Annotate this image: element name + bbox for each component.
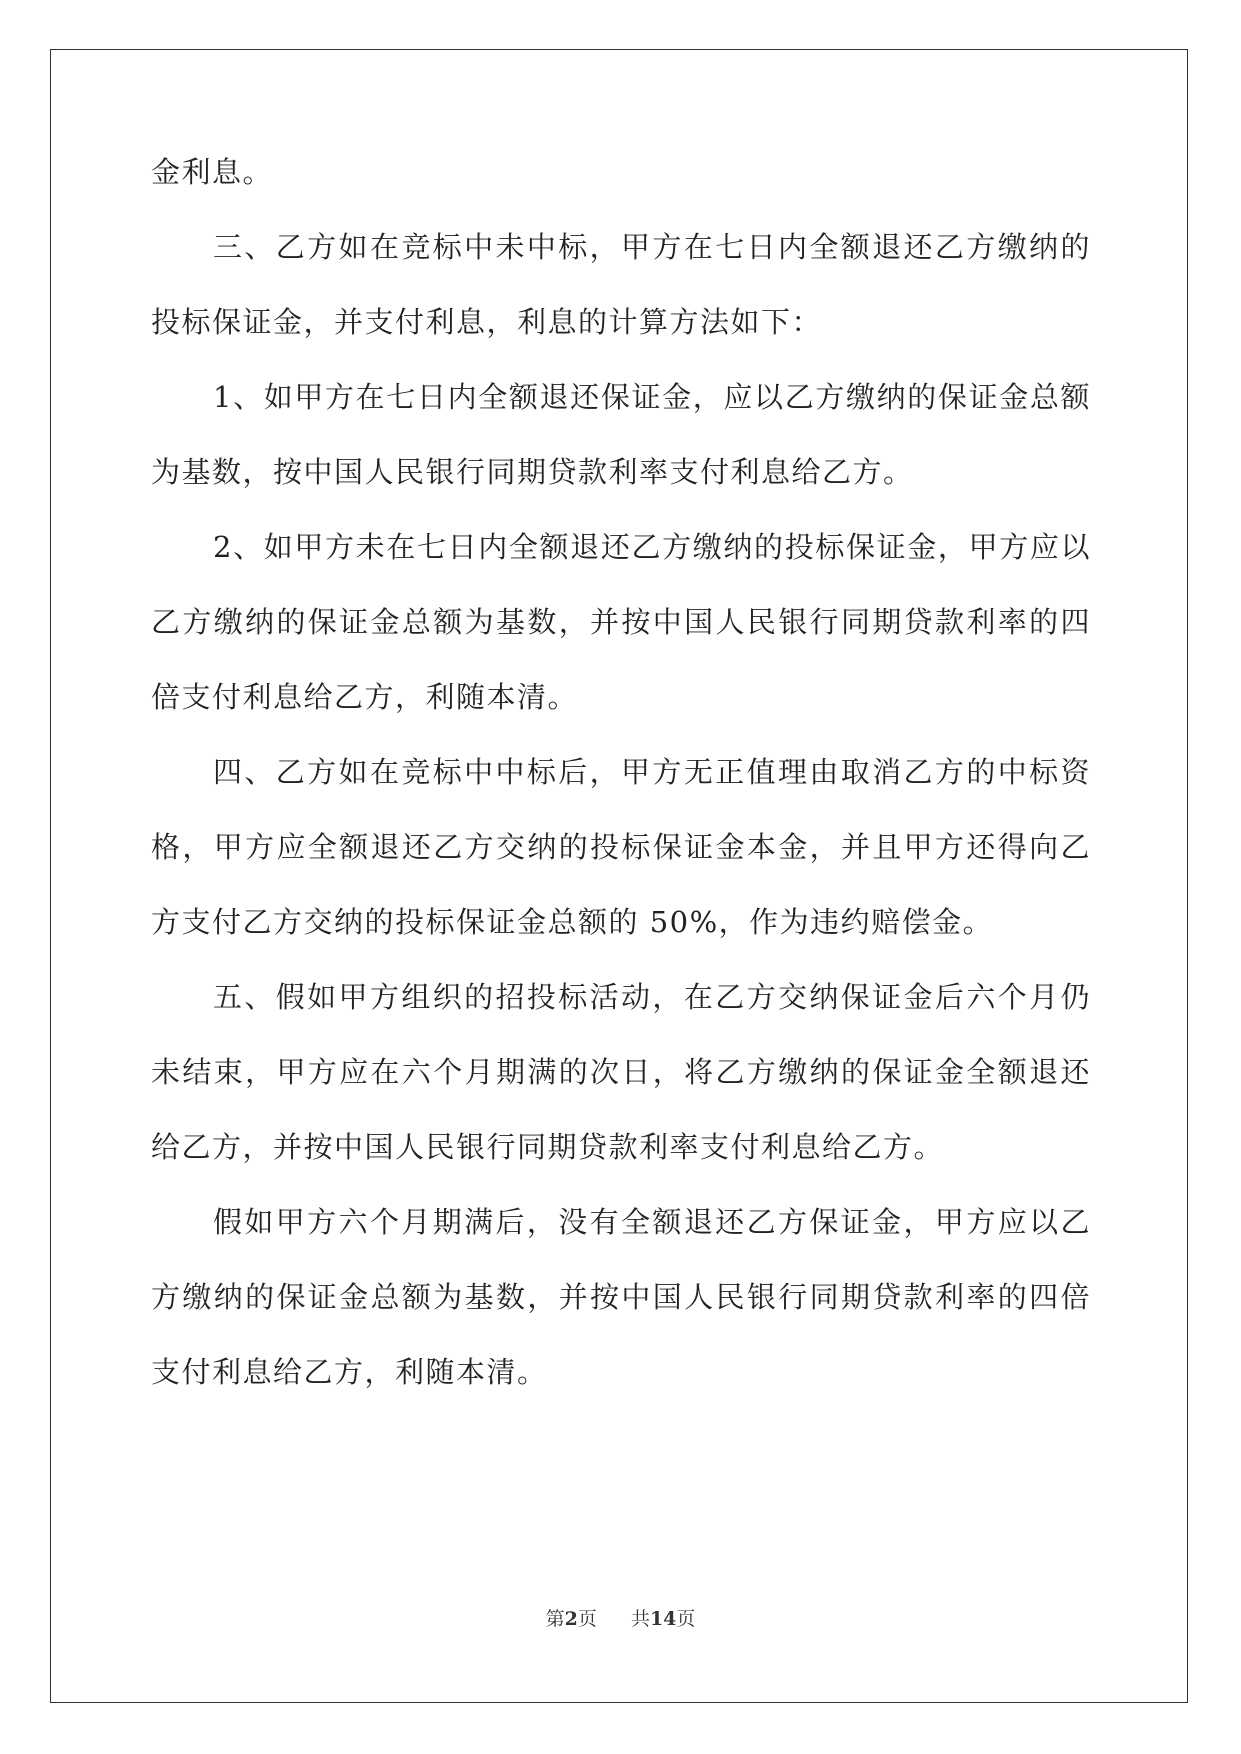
page-border (50, 49, 1188, 1703)
page-indicator (546, 1608, 603, 1630)
text-line: 方支付乙方交纳的投标保证金总额的 50%，作为违约赔偿金。 (151, 905, 994, 939)
text-line: 五、假如甲方组织的招投标活动，在乙方交纳保证金后六个月仍 (213, 980, 1091, 1014)
text-line: 三、乙方如在竞标中未中标，甲方在七日内全额退还乙方缴纳的 (213, 230, 1091, 264)
total-pages-indicator (631, 1608, 695, 1630)
text-line: 支付利息给乙方，利随本清。 (151, 1355, 548, 1389)
text-line: 2、如甲方未在七日内全额退还乙方缴纳的投标保证金，甲方应以 (213, 530, 1091, 564)
text-line: 给乙方，并按中国人民银行同期贷款利率支付利息给乙方。 (151, 1130, 945, 1164)
page-suffix: 页 (577, 1608, 597, 1630)
text-line: 方缴纳的保证金总额为基数，并按中国人民银行同期贷款利率的四倍 (151, 1280, 1091, 1314)
total-pages: 14 (649, 1608, 677, 1630)
text-line: 四、乙方如在竞标中中标后，甲方无正值理由取消乙方的中标资 (213, 755, 1091, 789)
total-prefix: 共 (630, 1608, 650, 1630)
text-line: 假如甲方六个月期满后，没有全额退还乙方保证金，甲方应以乙 (213, 1205, 1091, 1239)
text-line: 乙方缴纳的保证金总额为基数，并按中国人民银行同期贷款利率的四 (151, 605, 1091, 639)
text-line: 金利息。 (151, 155, 274, 189)
text-line: 倍支付利息给乙方，利随本清。 (151, 680, 579, 714)
text-line: 格，甲方应全额退还乙方交纳的投标保证金本金，并且甲方还得向乙 (151, 830, 1091, 864)
page-footer (0, 1607, 1241, 1631)
text-line: 未结束，甲方应在六个月期满的次日，将乙方缴纳的保证金全额退还 (151, 1055, 1091, 1089)
page-prefix: 第 (545, 1608, 565, 1630)
total-suffix: 页 (676, 1608, 696, 1630)
text-line: 1、如甲方在七日内全额退还保证金，应以乙方缴纳的保证金总额 (213, 380, 1091, 414)
page-number: 2 (564, 1608, 578, 1630)
text-line: 投标保证金，并支付利息，利息的计算方法如下： (151, 305, 823, 339)
text-line: 为基数，按中国人民银行同期贷款利率支付利息给乙方。 (151, 455, 914, 489)
